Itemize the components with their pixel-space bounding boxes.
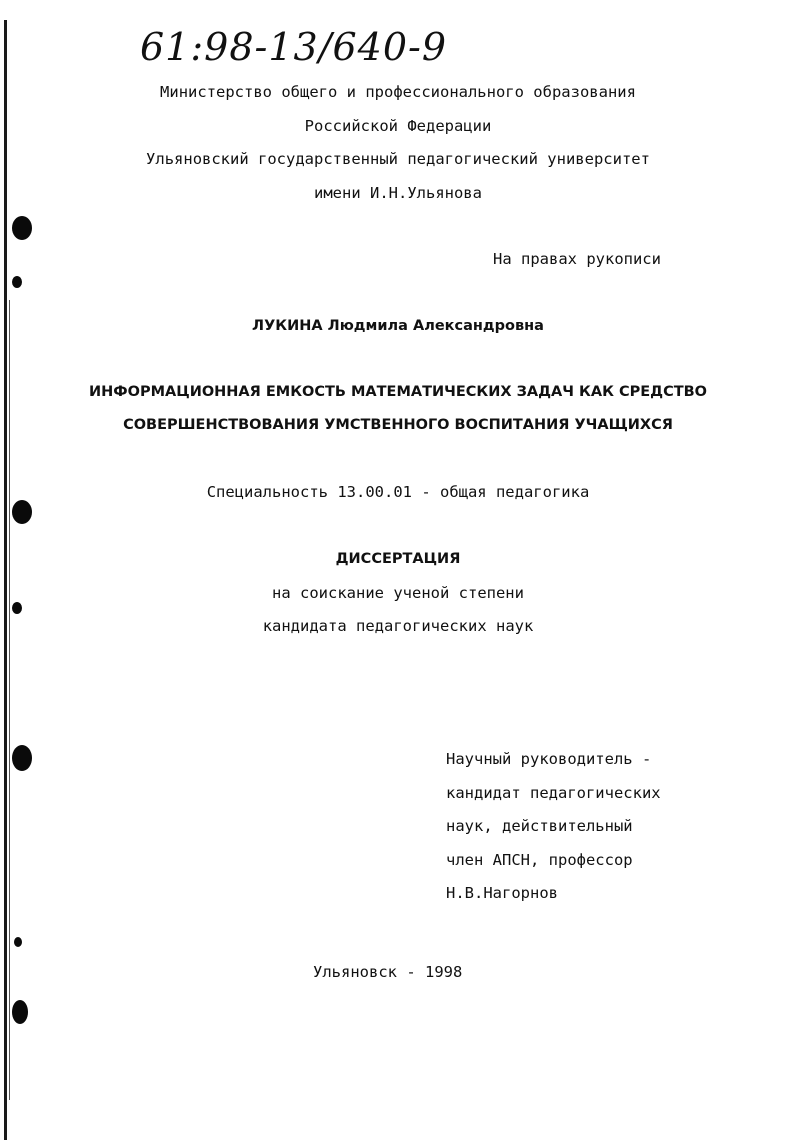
dissertation-label: ДИССЕРТАЦИЯ (335, 551, 461, 567)
punch-hole (12, 602, 22, 614)
title-line-1: ИНФОРМАЦИОННАЯ ЕМКОСТЬ МАТЕМАТИЧЕСКИХ ЗАДАЧ КАК СРЕДСТВО (88, 384, 708, 400)
manuscript-note: На правах рукописи (493, 250, 661, 268)
supervisor-line-3: наук, действительный (446, 817, 633, 835)
punch-hole (12, 500, 32, 524)
punch-hole (12, 745, 32, 771)
country-line: Российской Федерации (304, 117, 492, 135)
ministry-line: Министерство общего и профессионального образования (160, 83, 636, 101)
degree-line-1: на соискание ученой степени (272, 584, 524, 602)
author-name: ЛУКИНА Людмила Александровна (252, 318, 544, 334)
punch-hole (14, 937, 22, 947)
punch-hole (12, 1000, 28, 1024)
supervisor-line-2: кандидат педагогических (446, 784, 661, 802)
city-year: Ульяновск - 1998 (313, 963, 463, 981)
handwritten-number-text: 61:98-13/640-9 (140, 25, 448, 69)
degree-line-2: кандидата педагогических наук (262, 617, 534, 635)
punch-hole (12, 216, 32, 240)
university-line: Ульяновский государственный педагогический университет (146, 150, 650, 168)
supervisor-line-4: член АПСН, профессор (446, 851, 633, 869)
punch-hole (12, 276, 22, 288)
supervisor-line-1: Научный руководитель - (446, 750, 652, 768)
specialty-line: Специальность 13.00.01 - общая педагогика (206, 483, 590, 501)
supervisor-name: Н.В.Нагорнов (446, 884, 558, 902)
named-after-line: имени И.Н.Ульянова (314, 184, 482, 202)
title-line-2: СОВЕРШЕНСТВОВАНИЯ УМСТВЕННОГО ВОСПИТАНИЯ УЧАЩИХСЯ (123, 417, 673, 433)
handwritten-registration-number (140, 14, 470, 84)
